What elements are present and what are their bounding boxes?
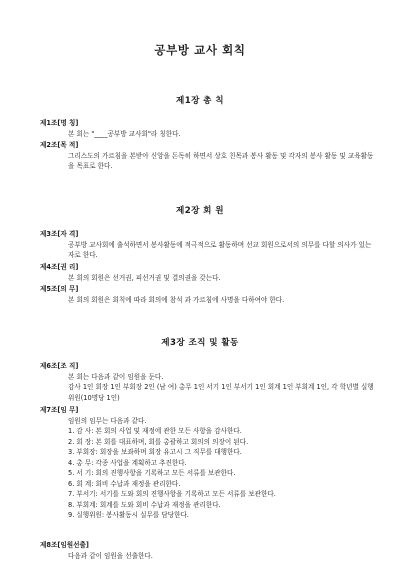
article-4 xyxy=(40,262,375,283)
article-3 xyxy=(40,229,375,261)
article-5-line: 본 회의 회원은 회칙에 따라 회의에 참석 과 가르침에 사명을 다하여야 한다. xyxy=(68,295,285,304)
article-7 xyxy=(40,405,375,521)
article-4-line: 본 회의 회원은 선거권, 피선거권 및 결의권을 갖는다. xyxy=(68,273,221,282)
duty-item: 4. 총 무: 각종 사업을 계획하고 추진한다. xyxy=(68,458,187,467)
article-5-head: 제5조[의 무] xyxy=(40,285,79,293)
duty-item: 6. 회 계: 회비 수납과 재정을 관리한다. xyxy=(68,479,181,488)
chapter-1-heading: 제1장 총 칙 xyxy=(176,96,224,106)
article-6-line-2: 감사 1인 회장 1인 부회장 2인 (남 여) 총무 1인 서기 1인 부서기 1인 회계 1인 부회계 1인, 각 학년별 실행위원(10명당 1인) xyxy=(68,383,374,402)
duty-item: 2. 회 장: 본 회를 대표하며, 회를 총괄하고 회의의 의장이 된다. xyxy=(68,437,249,446)
article-2-line: 그리스도의 가르침을 본받아 신앙을 돈독히 하면서 상호 친목과 봉사 활동 및 각자의 봉사 활동 및 교육활동을 목표로 한다. xyxy=(68,151,374,170)
article-5 xyxy=(40,284,375,305)
article-1 xyxy=(40,118,375,139)
article-2-head: 제2조[목 적] xyxy=(40,141,79,149)
article-3-head: 제3조[자 격] xyxy=(40,230,79,238)
article-2 xyxy=(40,140,375,172)
article-6-line-1: 본 회는 다음과 같이 임원을 둔다. xyxy=(68,372,164,381)
chapter-2-heading: 제2장 회 원 xyxy=(176,206,224,216)
duty-item: 3. 부회장: 회장을 보좌하며 회장 유고시 그 직무를 대행한다. xyxy=(68,448,242,456)
article-1-body xyxy=(40,129,375,140)
article-3-body xyxy=(40,240,375,261)
article-7-line: 임원의 임무는 다음과 같다. xyxy=(68,416,147,425)
article-6 xyxy=(40,361,375,403)
chapter-3-heading: 제3장 조직 및 활동 xyxy=(161,338,239,348)
article-7-head: 제7조[임 무] xyxy=(40,406,79,414)
duty-item: 5. 서 기: 회의 진행사항을 기록하고 모든 서류를 보관한다. xyxy=(68,469,236,477)
article-8 xyxy=(40,540,375,561)
article-4-body xyxy=(40,273,375,284)
duty-item: 7. 부서기: 서기를 도와 회의 진행사항을 기록하고 모든 서류를 보관한다. xyxy=(68,490,276,498)
article-8-body xyxy=(40,551,375,562)
article-3-line: 공부방 교사회에 출석하면서 봉사활동에 적극적으로 활동하며 선교 회원으로서의 의무를 다할 의사가 있는자로 한다. xyxy=(68,240,372,259)
article-2-body xyxy=(40,151,375,172)
article-8-line: 다음과 같이 임원을 선출한다. xyxy=(68,551,153,560)
article-1-head: 제1조[명 칭] xyxy=(40,119,79,127)
article-4-head: 제4조[권 리] xyxy=(40,263,79,271)
article-6-body xyxy=(40,372,375,404)
article-8-head: 제8조[임원선출] xyxy=(40,541,89,549)
duty-item: 1. 감 사: 본 회의 사업 및 재정에 관한 모든 사항을 감사한다. xyxy=(68,427,242,435)
duty-item: 8. 부회계: 회계를 도와 회비 수납과 재정을 관리한다. xyxy=(68,500,221,509)
duty-item: 9. 실행위원: 봉사활동시 실무를 담당한다. xyxy=(68,511,189,519)
article-7-body xyxy=(40,416,375,521)
article-1-line: 본 회는 "____공부방 교사회"라 칭한다. xyxy=(68,129,181,138)
document-title: 공부방 교사 회칙 xyxy=(154,43,246,57)
article-5-body xyxy=(40,295,375,306)
article-6-head: 제6조[조 직] xyxy=(40,362,79,370)
